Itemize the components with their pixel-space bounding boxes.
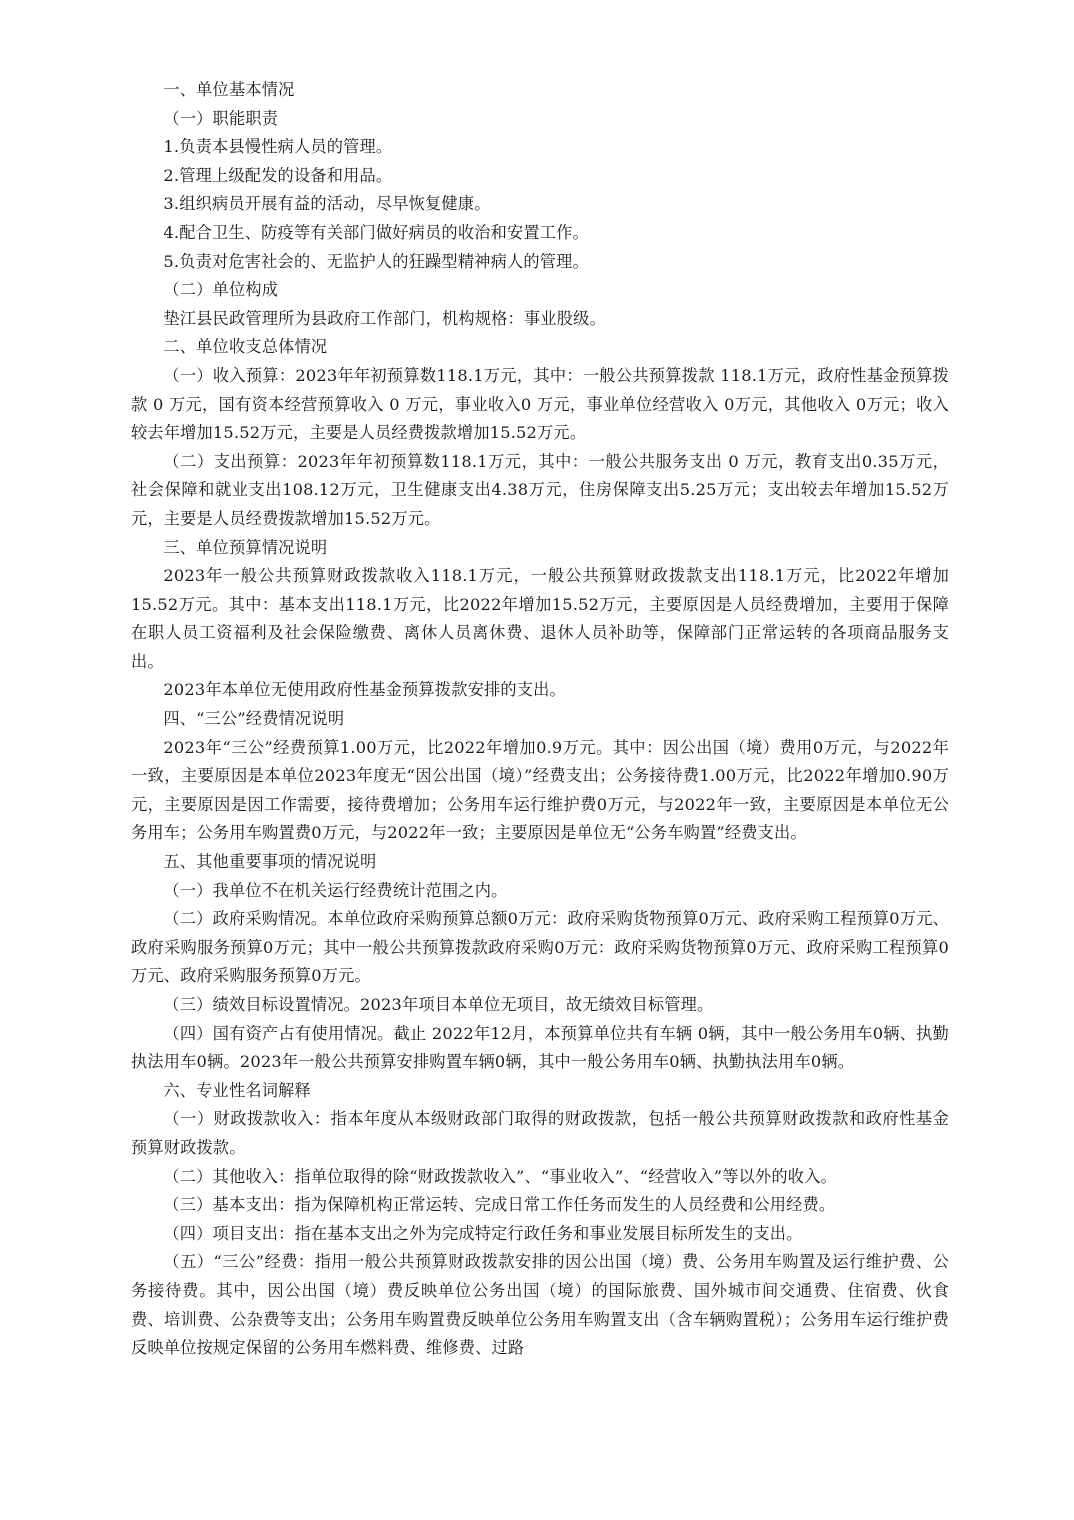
three-public-paragraph: 2023年“三公”经费预算1.00万元，比2022年增加0.9万元。其中：因公出国（境）费用0万元，与2022年一致，主要原因是本单位2023年度无“因公出国（境）”经费支出；公务接待费1.00万元，比2022年增加0.90万元，主要原因是因工作需要，接待费增加；公务用车运行维护费0万元，与2022年一致，主要原因是本单位无公务用车；公务用车购置费0万元，与2022年一致；主要原因是单位无“公务车购置”经费支出。 [131, 737, 949, 843]
term-2: （二）其他收入：指单位取得的除“财政拨款收入”、“事业收入”、“经营收入”等以外的收入。 [163, 1166, 837, 1186]
budget-explanation-paragraph: 2023年一般公共预算财政拨款收入118.1万元，一般公共预算财政拨款支出118.1万元，比2022年增加15.52万元。其中：基本支出118.1万元，比2022年增加15.52万元，主要原因是人员经费增加，主要用于保障在职人员工资福利及社会保险缴费、离休人员离休费、退休人员补助等，保障部门正常运转的各项商品服务支出。 [131, 566, 949, 671]
heading-budget-explanation: 三、单位预算情况说明 [163, 537, 328, 557]
term-1: （一）财政拨款收入：指本年度从本级财政部门取得的财政拨款，包括一般公共预算财政拨款和政府性基金预算财政拨款。 [131, 1109, 949, 1157]
other-matter-2: （二）政府采购情况。本单位政府采购预算总额0万元：政府采购货物预算0万元、政府采购工程预算0万元、政府采购服务预算0万元；其中一般公共预算拨款政府采购0万元：政府采购货物预算0万元、政府采购工程预算0万元、政府采购服务预算0万元。 [131, 909, 949, 986]
term-4: （四）项目支出：指在基本支出之外为完成特定行政任务和事业发展目标所发生的支出。 [163, 1223, 803, 1243]
term-5: （五）“三公”经费：指用一般公共预算财政拨款安排的因公出国（境）费、公务用车购置及运行维护费、公务接待费。其中，因公出国（境）费反映单位公务出国（境）的国际旅费、国外城市间交通费、住宿费、伙食费、培训费、公杂费等支出；公务用车购置费反映单位公务用车购置支出（含车辆购置税）；公务用车运行维护费反映单位按规定保留的公务用车燃料费、维修费、过路 [131, 1252, 949, 1358]
heading-three-public: 四、“三公”经费情况说明 [163, 709, 345, 729]
duty-item-2: 2.管理上级配发的设备和用品。 [163, 165, 393, 185]
duty-item-1: 1.负责本县慢性病人员的管理。 [163, 137, 393, 157]
heading-unit-basic-info: 一、单位基本情况 [163, 80, 295, 99]
other-matter-3: （三）绩效目标设置情况。2023年项目本单位无项目，故无绩效目标管理。 [163, 995, 714, 1014]
heading-terminology: 六、专业性名词解释 [163, 1080, 311, 1100]
duty-item-5: 5.负责对危害社会的、无监护人的狂躁型精神病人的管理。 [163, 251, 589, 271]
subheading-unit-composition: （二）单位构成 [163, 280, 279, 300]
heading-other-matters: 五、其他重要事项的情况说明 [163, 852, 377, 872]
other-matter-4: （四）国有资产占有使用情况。截止 2022年12月，本预算单位共有车辆 0辆，其中一般公务用车0辆、执勤执法用车0辆。2023年一般公共预算安排购置车辆0辆，其中一般公务用车0辆、执勤执法用车0辆。 [131, 1023, 949, 1072]
expenditure-budget-paragraph: （二）支出预算：2023年年初预算数118.1万元，其中：一般公共服务支出 0 万元，教育支出0.35万元，社会保障和就业支出108.12万元，卫生健康支出4.38万元，住房保障支出5.25万元；支出较去年增加15.52万元，主要是人员经费拨款增加15.52万元。 [131, 451, 949, 528]
heading-income-expenditure: 二、单位收支总体情况 [163, 337, 328, 357]
term-3: （三）基本支出：指为保障机构正常运转、完成日常工作任务而发生的人员经费和公用经费。 [163, 1195, 836, 1215]
fund-budget-paragraph: 2023年本单位无使用政府性基金预算拨款安排的支出。 [163, 680, 566, 700]
other-matter-1: （一）我单位不在机关运行经费统计范围之内。 [163, 880, 508, 900]
document-page [131, 76, 949, 1363]
income-budget-paragraph: （一）收入预算：2023年年初预算数118.1万元，其中：一般公共预算拨款 118.1万元，政府性基金预算拨款 0 万元，国有资本经营预算收入 0 万元，事业收入0 万元，事业单位经营收入 0万元，其他收入 0万元；收入较去年增加15.52万元，主要是人员经费拨款增加15.52万元。 [131, 365, 949, 443]
duty-item-3: 3.组织病员开展有益的活动，尽早恢复健康。 [163, 194, 491, 214]
duty-item-4: 4.配合卫生、防疫等有关部门做好病员的收治和安置工作。 [163, 222, 589, 242]
unit-composition-text: 垫江县民政管理所为县政府工作部门，机构规格：事业股级。 [163, 308, 606, 328]
subheading-duties: （一）职能职责 [163, 108, 279, 128]
